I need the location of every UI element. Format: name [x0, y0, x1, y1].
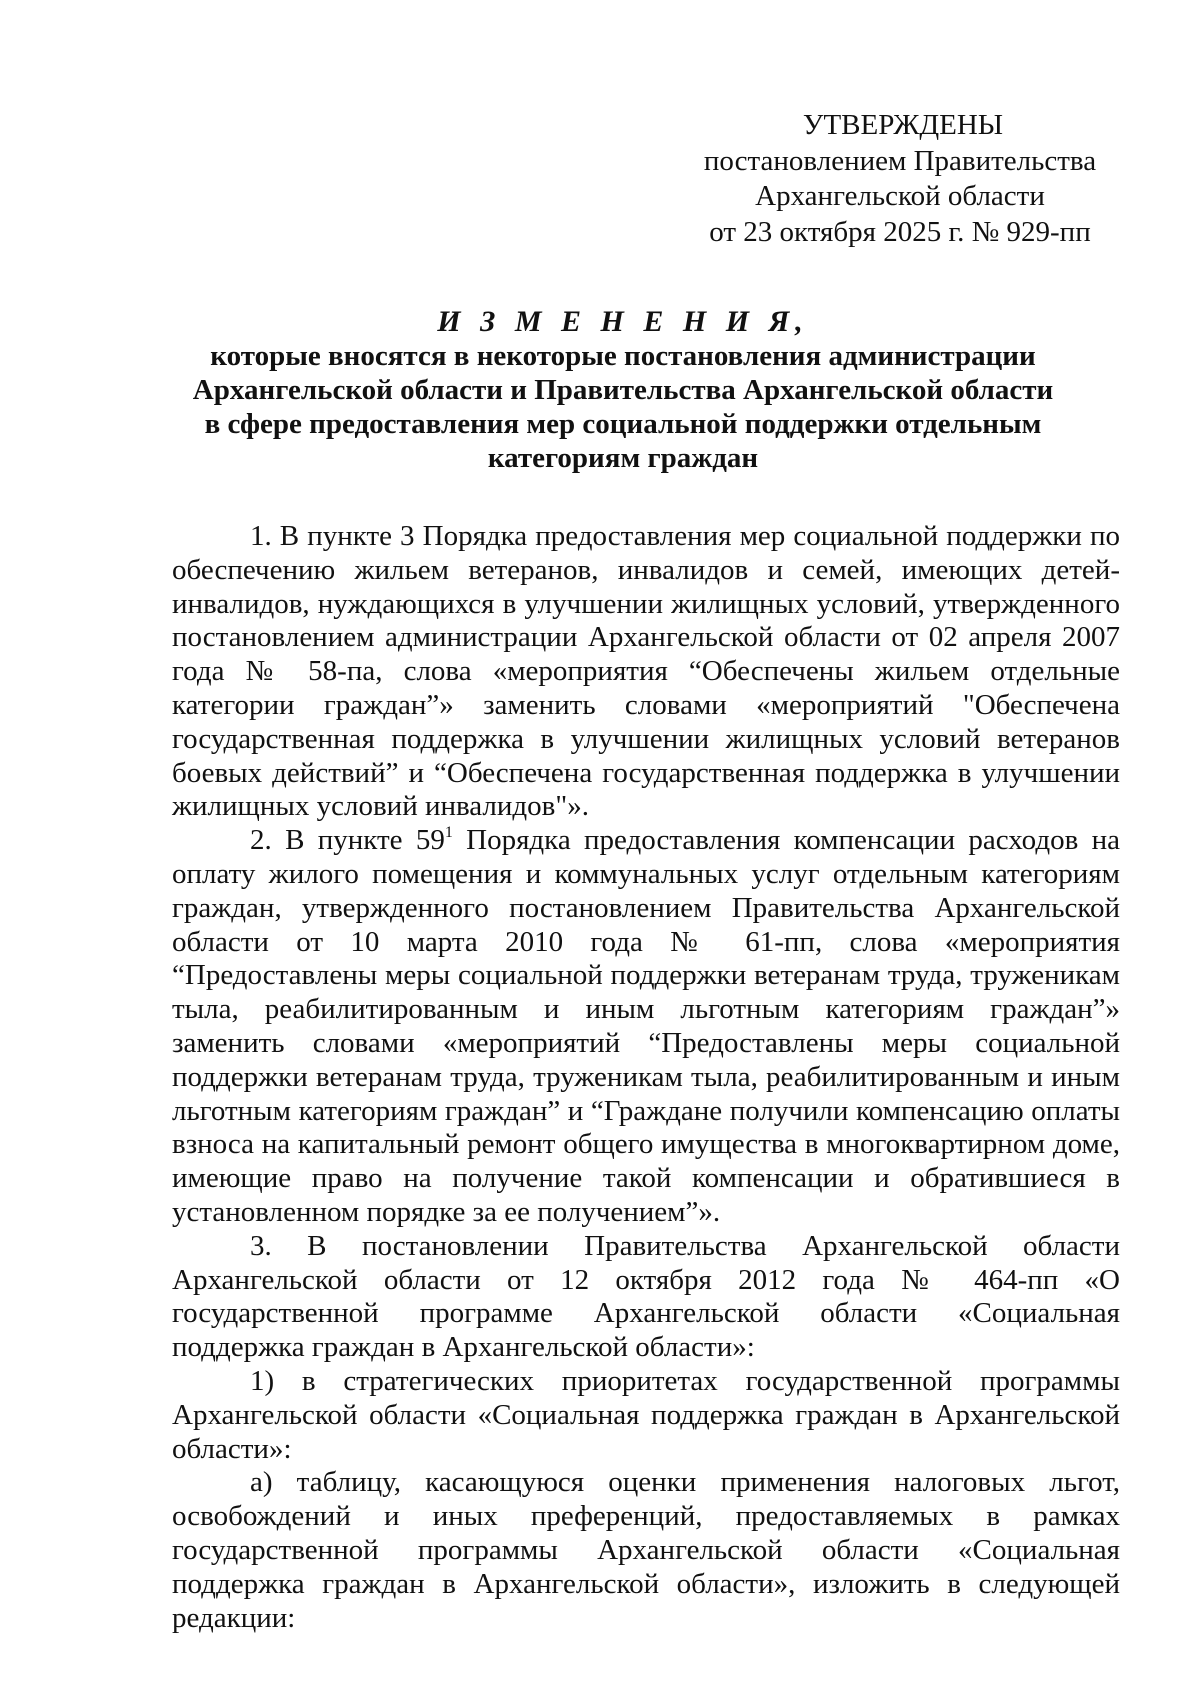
paragraph-3: 3. В постановлении Правительства Архангельской области Архангельской области от 12 октября 2012 года № 464-пп «О государственной программе Архангельской области «Социальная поддержка граждан в Архангельской области»:: [172, 1229, 1120, 1364]
heading-line-4: категориям граждан: [487, 442, 759, 474]
approval-line-1: постановлением Правительства: [703, 144, 1097, 177]
paragraph-5: а) таблицу, касающуюся оценки применения налоговых льгот, освобождений и иных преференций, предоставляемых в рамках государственной программы Архангельской области «Социальная поддержка граждан в Архангельской области», изложить в следующей редакции:: [172, 1466, 1120, 1634]
paragraph-2-rest: Порядка предоставления компенсации расходов на оплату жилого помещения и коммунальных услуг отдельным категориям граждан, утвержденного постановлением Правительства Архангельской области от 10 марта 2010 года № 61-пп, слова «мероприятия “Предоставлены меры социальной поддержки ветеранам труда, труженикам тыла, реабилитированным и иным льготным категориям граждан”» заменить словами «мероприятий “Предоставлены меры социальной поддержки ветеранам труда, труженикам тыла, реабилитированным и иным льготным категориям граждан” и “Граждане получили компенсацию оплаты взноса на капитальный ремонт общего имущества в многоквартирном доме, имеющие право на получение такой компенсации и обратившиеся в установленном порядке за ее получением”».: [172, 824, 1120, 1228]
heading-line-2: Архангельской области и Правительства Архангельской области: [192, 374, 1054, 406]
heading-line-3: в сфере предоставления мер социальной поддержки отдельным: [204, 408, 1042, 440]
approval-stamp: [700, 108, 1100, 250]
paragraph-4: 1) в стратегических приоритетах государственной программы Архангельской области «Социальная поддержка граждан в Архангельской области»:: [172, 1364, 1120, 1465]
paragraph-1: 1. В пункте 3 Порядка предоставления мер социальной поддержки по обеспечению жильем ветеранов, инвалидов и семей, имеющих детей-инвалидов, нуждающихся в улучшении жилищных условий, утвержденного постановлением администрации Архангельской области от 02 апреля 2007 года № 58-па, слова «мероприятия “Обеспечены жильем отдельные категории граждан”» заменить словами «мероприятий "Обеспечена государственная поддержка в улучшении жилищных условий ветеранов боевых действий” и “Обеспечена государственная поддержка в улучшении жилищных условий инвалидов"».: [172, 520, 1120, 823]
approval-title: УТВЕРЖДЕНЫ: [802, 109, 1004, 141]
heading-line-1: которые вносятся в некоторые постановления администрации: [210, 340, 1036, 372]
paragraph-2-start: 2. В пункте 59: [250, 824, 445, 857]
heading-title: И З М Е Н Е Н И Я,: [437, 305, 809, 338]
approval-line-3: от 23 октября 2025 г. № 929-пп: [709, 215, 1091, 248]
document-heading: [170, 305, 1076, 475]
paragraph-2-superscript: 1: [444, 824, 453, 842]
paragraph-2: [172, 824, 1120, 1230]
approval-line-2: Архангельской области: [755, 180, 1045, 212]
document-body: [172, 520, 1120, 1635]
